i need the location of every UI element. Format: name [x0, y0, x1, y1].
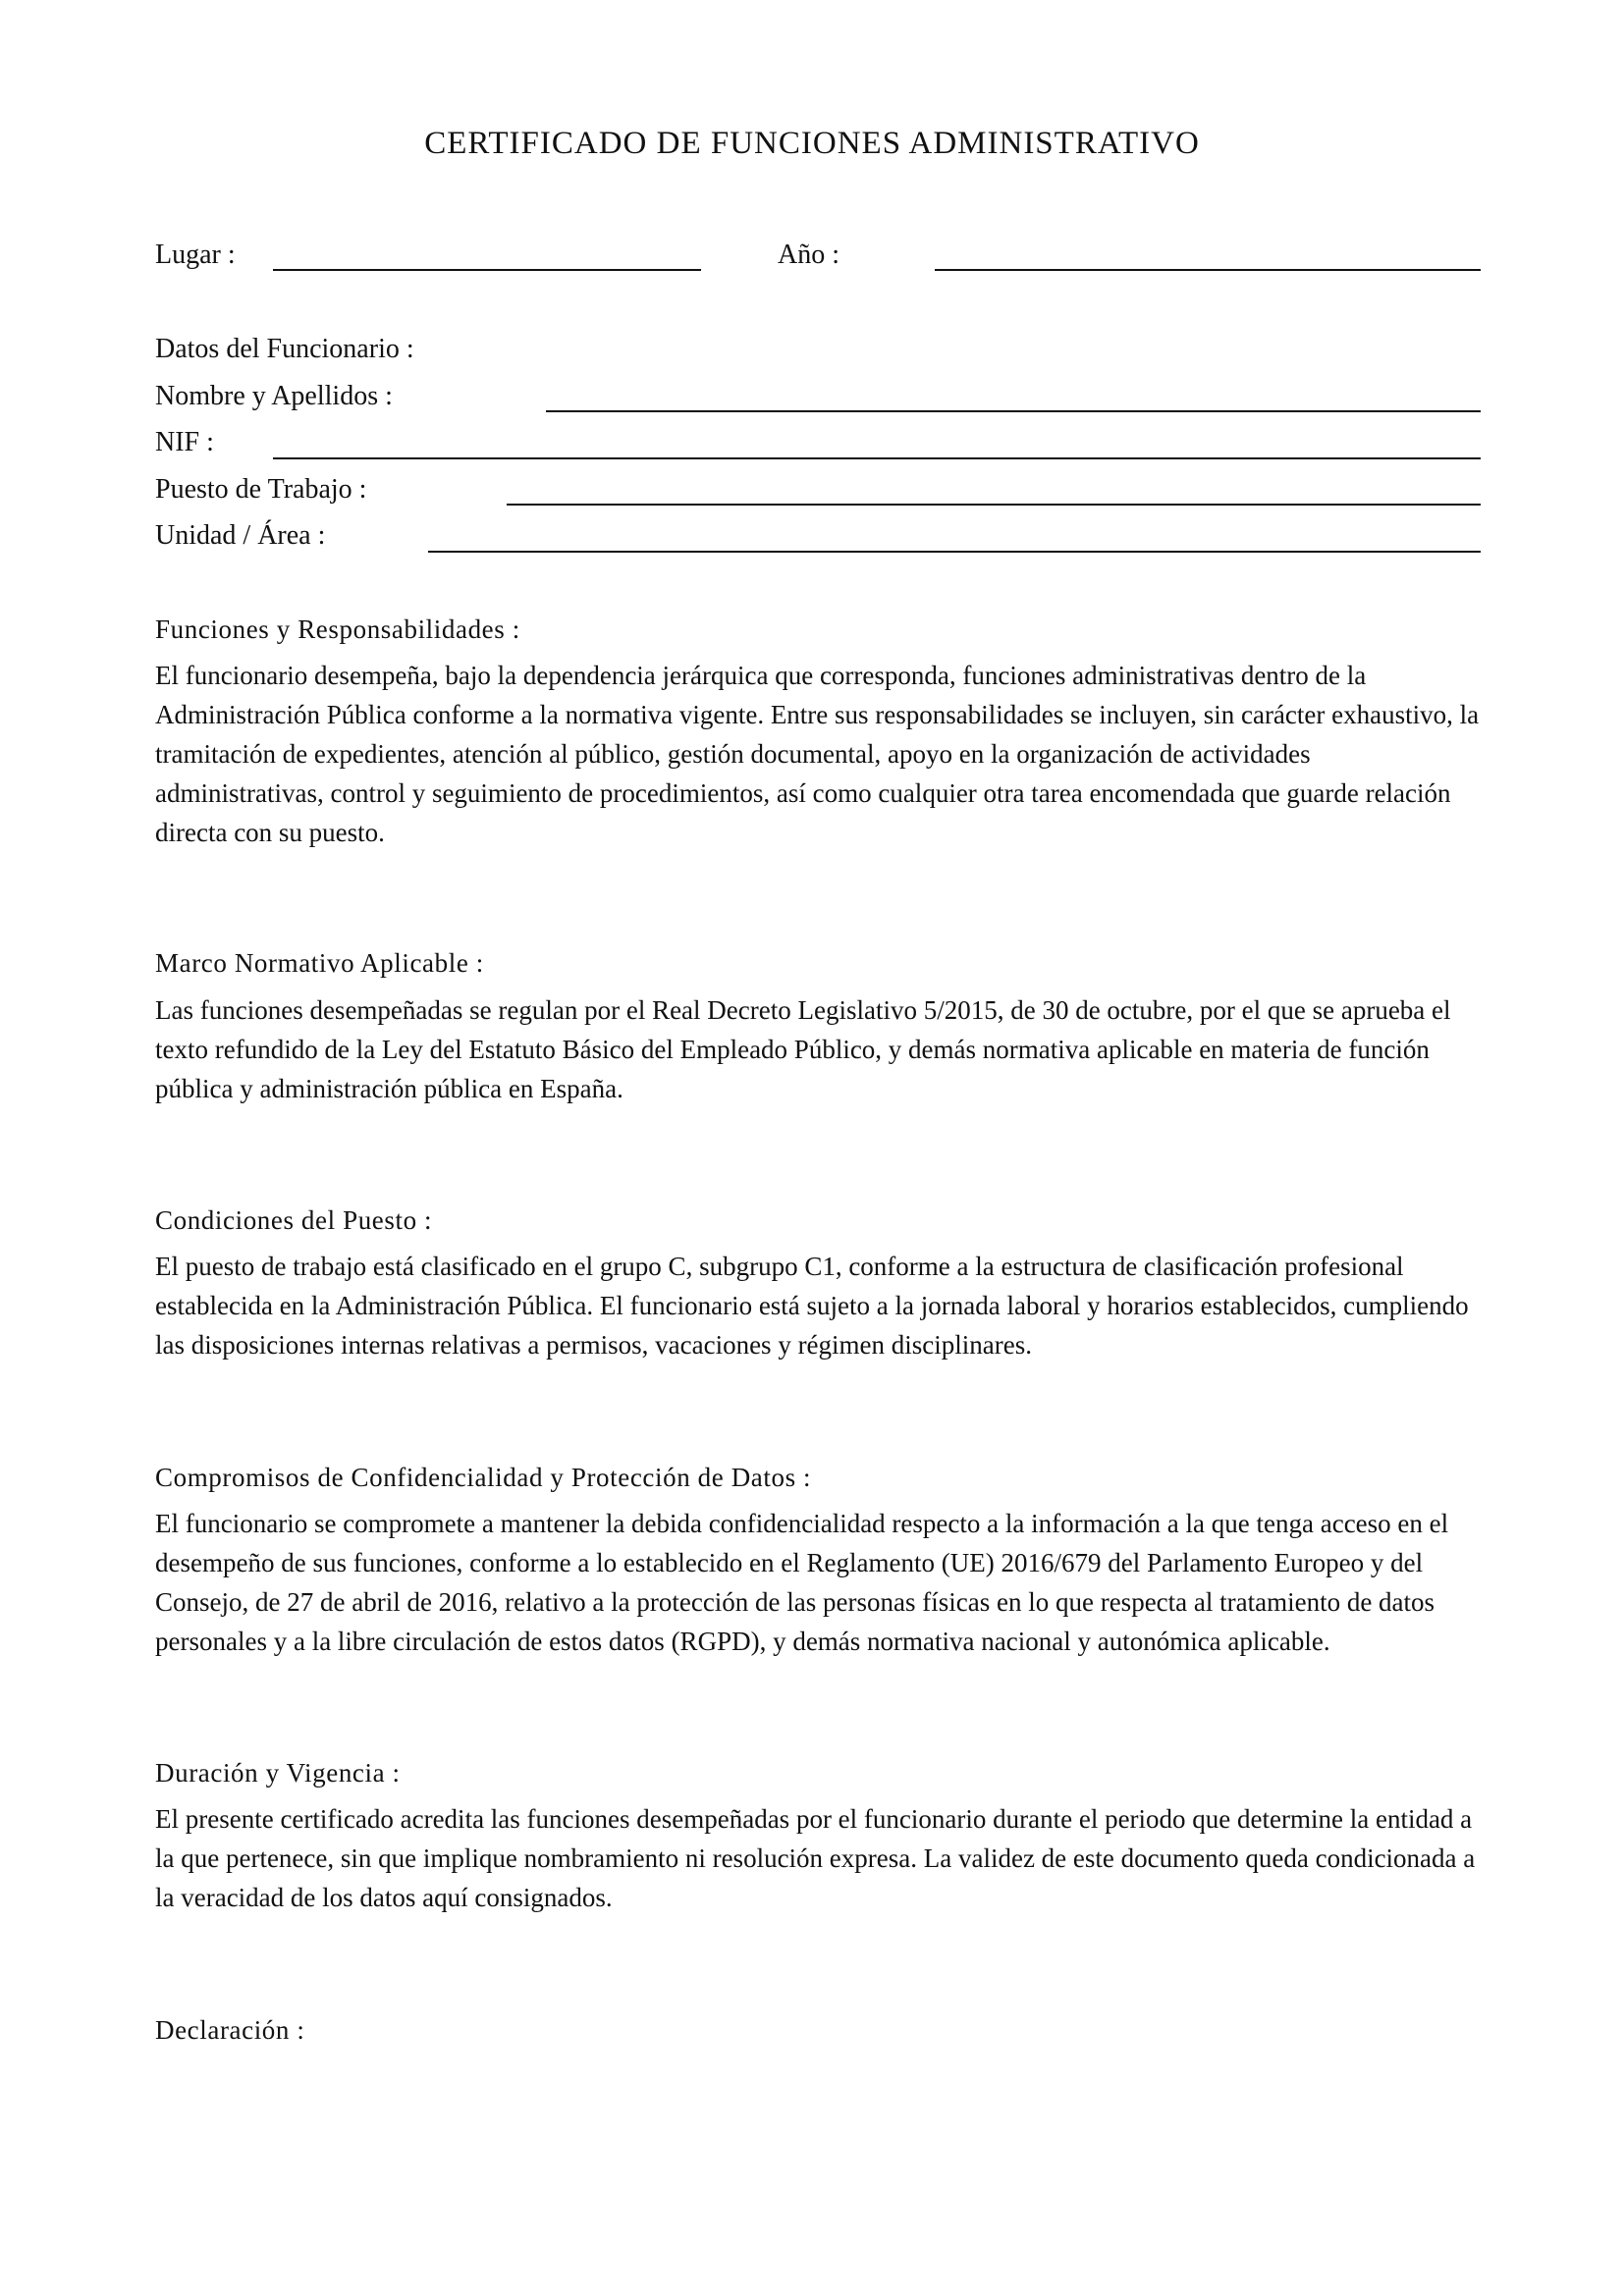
funcionario-heading: Datos del Funcionario :	[155, 334, 414, 364]
marco-heading: Marco Normativo Aplicable :	[155, 948, 484, 978]
unidad-label: Unidad / Área :	[155, 520, 326, 551]
duracion-text: El presente certificado acredita las funciones desempeñadas por el funcionario durante el periodo que determine la entidad a la que pertenece, sin que implique nombramiento ni resolución expresa. La validez de este documento queda condicionada a la veracidad de los datos aquí consignados.	[155, 1804, 1476, 1912]
document-title: CERTIFICADO DE FUNCIONES ADMINISTRATIVO	[424, 126, 1200, 161]
condiciones-text: El puesto de trabajo está clasificado en el grupo C, subgrupo C1, conforme a la estructura de clasificación profesional establecida en la Administración Pública. El funcionario está sujeto a la jornada laboral y horarios establecidos, cumpliendo las disposiciones internas relativas a permisos, vacaciones y régimen disciplinares.	[155, 1252, 1469, 1360]
nif-label: NIF :	[155, 427, 214, 457]
puesto-label: Puesto de Trabajo :	[155, 474, 367, 505]
duracion-heading: Duración y Vigencia :	[155, 1758, 401, 1788]
confidencialidad-heading: Compromisos de Confidencialidad y Protección de Datos :	[155, 1463, 812, 1492]
nif-field[interactable]	[273, 457, 1481, 459]
nombre-label: Nombre y Apellidos :	[155, 381, 393, 411]
declaracion-heading: Declaración :	[155, 2015, 305, 2045]
lugar-label: Lugar :	[155, 240, 236, 270]
nombre-field[interactable]	[546, 410, 1481, 412]
anio-field[interactable]	[935, 269, 1481, 271]
anio-label: Año :	[778, 240, 839, 270]
puesto-field[interactable]	[507, 504, 1481, 506]
lugar-field[interactable]	[273, 269, 701, 271]
condiciones-heading: Condiciones del Puesto :	[155, 1205, 433, 1235]
marco-text: Las funciones desempeñadas se regulan por el Real Decreto Legislativo 5/2015, de 30 de octubre, por el que se aprueba el texto refundido de la Ley del Estatuto Básico del Empleado Público, y demás normativa aplicable en materia de función pública y administración pública en España.	[155, 995, 1451, 1103]
confidencialidad-text: El funcionario se compromete a mantener la debida confidencialidad respecto a la información a la que tenga acceso en el desempeño de sus funciones, conforme a lo establecido en el Reglamento (UE) 2016/679 del Parlamento Europeo y del Consejo, de 27 de abril de 2016, relativo a la protección de las personas físicas en lo que respecta al tratamiento de datos personales y a la libre circulación de estos datos (RGPD), y demás normativa nacional y autonómica aplicable.	[155, 1509, 1449, 1656]
funciones-heading: Funciones y Responsabilidades :	[155, 614, 520, 644]
unidad-field[interactable]	[428, 551, 1481, 553]
funciones-text: El funcionario desempeña, bajo la dependencia jerárquica que corresponda, funciones administrativas dentro de la Administración Pública conforme a la normativa vigente. Entre sus responsabilidades se incluyen, sin carácter exhaustivo, la tramitación de expedientes, atención al público, gestión documental, apoyo en la organización de actividades administrativas, control y seguimiento de procedimientos, así como cualquier otra tarea encomendada que guarde relación directa con su puesto.	[155, 661, 1480, 847]
